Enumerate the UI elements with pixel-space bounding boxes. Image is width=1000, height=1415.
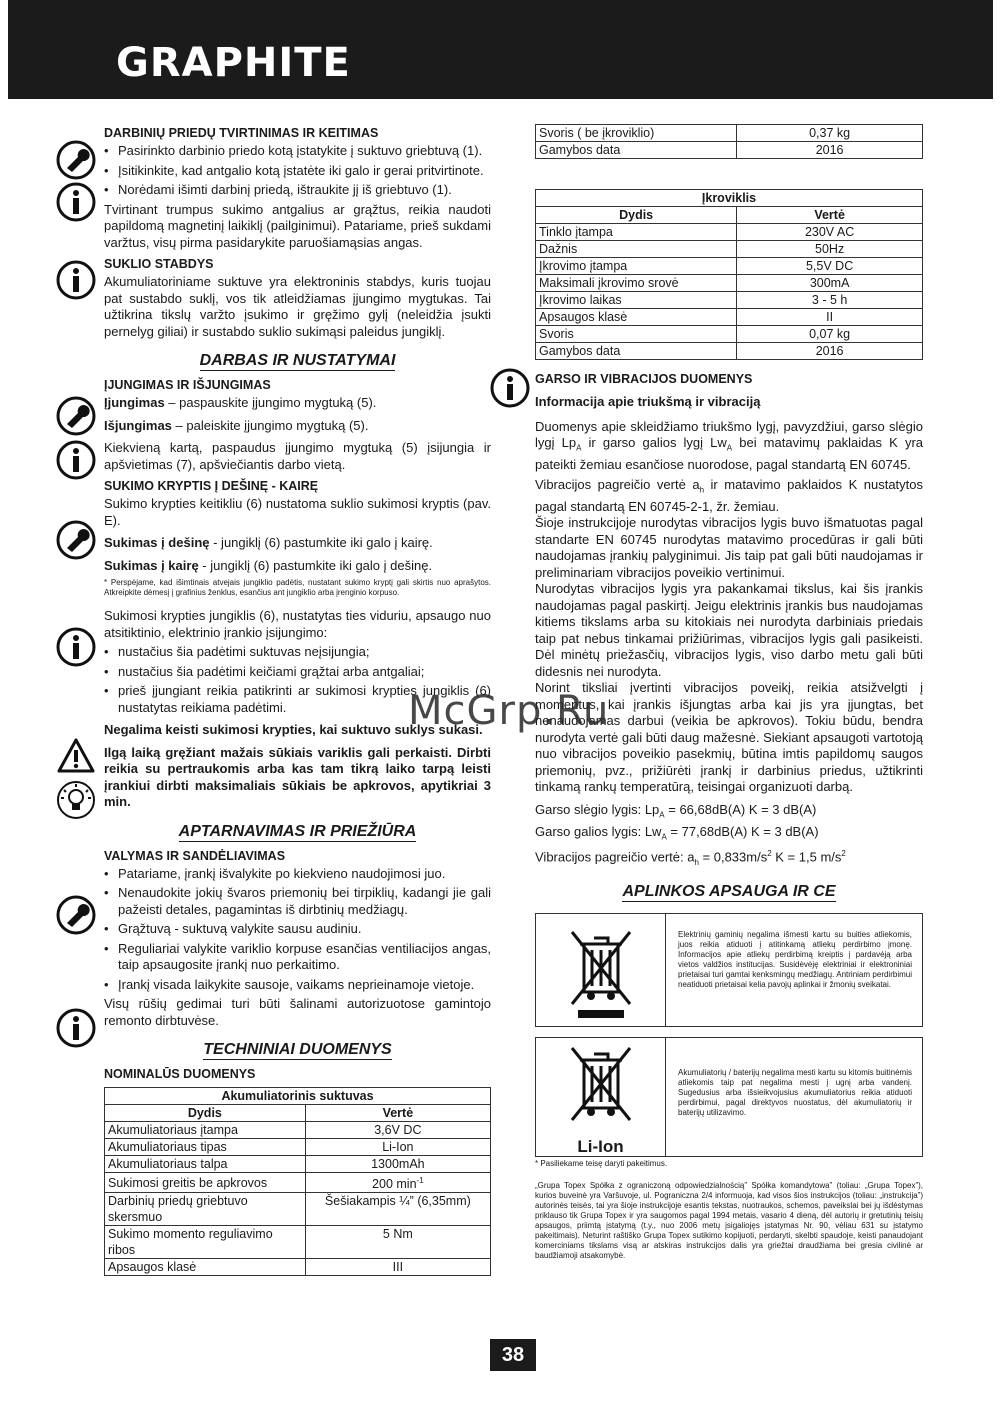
chapter-heading <box>104 352 491 370</box>
warning-icon <box>56 736 96 776</box>
crossed-bin-icon <box>536 914 666 1026</box>
bold-term: Išjungimas <box>104 417 172 433</box>
cell-value: III <box>305 1259 490 1276</box>
noise-line <box>535 824 923 846</box>
legal-text: „Grupa Topex Spółka z ograniczoną odpowiedzialnością” Spółka komandytowa” (toliau: „Grupa Topex”), kurios buveinė yra Varšuvoje, ul. Pograniczna 2/4 informuoja, kad visos šios instrukcijos (toliau: „instrukcija”) autorinės teisės, tai yra šioje instrukcijoje esantis tekstas, nuotraukos, schemos, paveikslai bei jų išdėstymas priklauso tik Grupa Topex ir yra saugomos pagal 1994 metais, vasario 4 dieną, dėl autorių ir gretutinių teisių apsaugos, priimtą įstatymą (t.y., nuo 2006 metų įsigaliojęs įstatymas Nr. 90, vėliau 631 su įstatymo pakeitimais). Neturint raštiško Grupa Topex sutikimo kopijuoti, perdaryti, skelbti spaudoje, keisti panaudojant komerciniams tikslams visą ar atskiras instrukcijos dalis yra griežtai draudžiama bei gresia civilinė ar baudžiamoji atsakomybė. <box>535 1181 923 1261</box>
cell-key: Gamybos data <box>536 343 737 360</box>
table-row <box>536 343 923 360</box>
superscript: 2 <box>841 848 846 858</box>
text: - jungiklį (6) pastumkite iki galo į kairę. <box>209 535 433 550</box>
info-icon <box>56 260 96 300</box>
cell-value: 0,37 kg <box>737 125 923 142</box>
cell-value: 300mA <box>737 275 923 292</box>
cell-key: Gamybos data <box>536 142 737 159</box>
charger-table <box>535 189 923 360</box>
list-item: • nustačius šia padėtimi keičiami grąžtai arba antgaliai; <box>104 664 491 681</box>
cleaning-list <box>104 866 491 994</box>
page-number: 38 <box>490 1339 536 1371</box>
bold-term: Įjungimas <box>104 395 165 410</box>
list-item: • prieš įjungiant reikia patikrinti ar sukimosi krypties jungiklis (6) nustatytas reikiama padėtimi. <box>104 683 491 716</box>
paragraph <box>535 477 923 516</box>
text: – paleiskite įjungimo mygtuką (5). <box>171 417 369 433</box>
subscript: h <box>694 857 699 867</box>
wrench-icon <box>56 396 96 436</box>
paragraph: Visų rūšių gedimai turi būti šalinami autorizuotose gamintojo remonto dirbtuvėse. <box>104 996 491 1028</box>
wrench-icon <box>56 895 96 935</box>
table-row <box>105 1122 491 1139</box>
superscript: 2 <box>767 848 772 858</box>
info-icon <box>56 627 96 667</box>
paragraph: Akumuliatoriniame suktuve yra elektroninis stabdys, kuris tuojau pat sustabdo suklį, vos tik atleidžiamas įjungimo mygtukas. Tai užtikrina tikslų varžto įsukimo ir gręžimo gylį (neleidžia įsukti pernelyg giliai) ir sustabdo suklio sukimąsi paleidus jungiklį. <box>104 274 491 339</box>
battery-bin-icon <box>536 1038 666 1156</box>
li-ion-label: Li-Ion <box>577 1137 624 1157</box>
table-header: Vertė <box>737 207 923 224</box>
weee-text: Elektrinių gaminių negalima išmesti kartu su buities atliekomis, juos reikia atiduoti į atitinkamą atliekų perdirbimo įmonę. Informacijos apie atliekų perdirbimą kreiptis į pardavėją arba vietos valdžios institucijas. Susidėvėję elektriniai ir elektroniniai prietaisai turi gamtai kenksmingų medžiagų. Antriniam perdirbimui neatiduoti prietaisai kelia pavojų aplinkai ir žmonių sveikatai. <box>678 930 912 990</box>
cell-key: Svoris <box>536 326 737 343</box>
table-header: Vertė <box>305 1105 490 1122</box>
list-item: • Nenaudokite jokių švaros priemonių bei tirpiklių, kadangi jie gali pažeisti detales, pagamintas iš dirbtinių medžiagų. <box>104 885 491 918</box>
text: Garso slėgio lygis: Lp <box>535 801 660 817</box>
wrench-icon <box>56 140 96 180</box>
info-icon <box>56 1008 96 1048</box>
text: - jungiklį (6) pastumkite iki galo į dešinę. <box>198 557 433 573</box>
table-row <box>105 1259 491 1276</box>
list-item: • Pasirinkto darbinio priedo kotą įstatykite į suktuvo griebtuvą (1). <box>104 143 491 160</box>
cell-key: Svoris ( be įkroviklio) <box>536 125 737 142</box>
subscript: A <box>576 443 582 453</box>
paragraph: Sukimo krypties keitikliu (6) nustatoma suklio sukimosi kryptis (pav. E). <box>104 496 491 528</box>
noise-line <box>535 802 923 824</box>
section-title: NOMINALŪS DUOMENYS <box>104 1067 256 1081</box>
chapter-heading-text: DARBAS IR NUSTATYMAI <box>199 352 396 369</box>
cell-key: Maksimali įkrovimo srovė <box>536 275 737 292</box>
table-row <box>536 309 923 326</box>
cell-value <box>305 1173 490 1193</box>
cell-value: 3 - 5 h <box>737 292 923 309</box>
list-item: • Norėdami išimti darbinį priedą, ištraukite jį iš griebtuvo (1). <box>104 182 491 199</box>
info-icon <box>56 182 96 222</box>
cell-key: Apsaugos klasė <box>536 309 737 326</box>
text: ir garso galios lygį Lw <box>581 435 727 450</box>
chapter-heading-text: APLINKOS APSAUGA IR CE <box>622 883 836 901</box>
battery-text: Akumuliatorių / baterijų negalima mesti kartu su kitomis buitinėmis atliekomis taip pat negalima mesti į ugnį arba vandenį. Sugedusius arba išsieikvojusius akumuliatorius reikia atiduoti perdirbimui, pagal direktyvos nuostatus, dėl akumuliatorių ir baterijų utilizavimo. <box>678 1068 912 1118</box>
table-row <box>536 125 923 142</box>
table-row <box>536 258 923 275</box>
subsection-title: Informacija apie triukšmą ir vibraciją <box>535 394 761 409</box>
text: Duomenys apie skleidžiamo triukšmo lygį, pavyzdžiui, garso slėgio lygį Lp <box>535 418 923 450</box>
chapter-heading <box>104 823 491 841</box>
text: = 77,68dB(A) K = 3 dB(A) <box>666 823 819 839</box>
list-item: • Grąžtuvą - suktuvą valykite sausu audiniu. <box>104 921 491 938</box>
table-header: Dydis <box>536 207 737 224</box>
attach-list <box>104 143 491 199</box>
text: Garso galios lygis: Lw <box>535 823 662 839</box>
cell-key: Apsaugos klasė <box>105 1259 306 1276</box>
text: K = 1,5 m/s <box>771 849 842 865</box>
section-title: VALYMAS IR SANDĖLIAVIMAS <box>104 848 286 863</box>
text: = 0,833m/s <box>698 849 768 865</box>
table-header: Dydis <box>105 1105 306 1122</box>
weight-table <box>535 124 923 159</box>
info-icon <box>56 440 96 480</box>
cell-value: 2016 <box>737 142 923 159</box>
paragraph: Sukimosi krypties jungiklis (6), nustatytas ties viduriu, apsaugo nuo atsitiktinio, elektrinio įrankio įsijungimo: <box>104 608 491 640</box>
table-row <box>105 1156 491 1173</box>
cell-key: Įkrovimo laikas <box>536 292 737 309</box>
table-row <box>105 1139 491 1156</box>
table-row <box>536 326 923 343</box>
watermark: McGrp.Ru <box>408 688 610 734</box>
cell-key: Įkrovimo įtampa <box>536 258 737 275</box>
table-row <box>105 1193 491 1226</box>
table-row <box>536 241 923 258</box>
wrench-icon <box>56 520 96 560</box>
header-bar <box>8 0 993 99</box>
section-title: ĮJUNGIMAS IR IŠJUNGIMAS <box>104 378 271 392</box>
cell-key: Dažnis <box>536 241 737 258</box>
cell-value: II <box>737 309 923 326</box>
table-row <box>105 1173 491 1193</box>
cell-value: 50Hz <box>737 241 923 258</box>
paragraph <box>104 418 491 435</box>
table-row <box>105 1226 491 1259</box>
cell-key: Akumuliatoriaus talpa <box>105 1156 306 1173</box>
cell-key: Sukimo momento reguliavimo ribos <box>105 1226 306 1259</box>
cell-value: 1300mAh <box>305 1156 490 1173</box>
list-item: • Patariame, įrankį išvalykite po kiekvieno naudojimosi juo. <box>104 866 491 883</box>
warning-text: Negalima keisti sukimosi krypties, kai suktuvo suklys sukasi. <box>104 722 483 737</box>
footnote: * Perspėjame, kad išimtinais atvejais jungiklio padėtis, nustatant sukimo kryptį gali skirtis nuo aprašytos. Atkreipkite dėmesį į grafinius ženklus, esančius ant jungiklio arba įrenginio korpuso. <box>104 578 491 597</box>
text: ir matavimo paklaidos K nustatytos pagal standartą EN 60745-2-1, žr. žemiau. <box>535 476 924 514</box>
cell-key: Akumuliatoriaus tipas <box>105 1139 306 1156</box>
cell-value: Li-Ion <box>305 1139 490 1156</box>
text: = 66,68dB(A) K = 3 dB(A) <box>664 801 817 817</box>
table-row <box>536 224 923 241</box>
subscript: A <box>726 443 733 453</box>
chapter-heading <box>104 1041 491 1059</box>
text: Vibracijos pagreičio vertė: a <box>535 849 695 865</box>
superscript: -1 <box>416 1176 424 1185</box>
text: – paspauskite įjungimo mygtuką (5). <box>164 395 377 410</box>
cell-value: 2016 <box>737 343 923 360</box>
table-row <box>536 292 923 309</box>
table-caption: Akumuliatorinis suktuvas <box>105 1088 491 1105</box>
table-row <box>536 142 923 159</box>
value-text: 200 min <box>372 1177 417 1192</box>
weee-box <box>535 913 923 1027</box>
paragraph: Tvirtinant trumpus sukimo antgalius ar grąžtus, reikia naudoti papildomą magnetinį laikiklį (pailginimui). Patariame, prieš sukdami varžtus, visų pirma pasidarykite paruošiamąsias angas. <box>104 201 491 250</box>
chapter-heading <box>535 883 923 901</box>
paragraph <box>104 535 491 552</box>
section-title: GARSO IR VIBRACIJOS DUOMENYS <box>535 372 753 386</box>
paragraph: Kiekvieną kartą, paspaudus įjungimo mygtuką (5) įsijungia ir apšvietimas (7), apšviečiantis darbo vietą. <box>104 440 491 472</box>
cell-key: Akumuliatoriaus įtampa <box>105 1122 306 1139</box>
lightbulb-icon <box>56 780 96 820</box>
vibration-line <box>535 846 923 871</box>
cell-value: 5 Nm <box>305 1226 490 1259</box>
subscript: h <box>699 485 705 495</box>
specs-table <box>104 1087 491 1276</box>
section-title: SUKIMO KRYPTIS Į DEŠINĘ - KAIRĘ <box>104 479 319 493</box>
reserve-note: * Pasiliekame teisę daryti pakeitimus. <box>535 1159 668 1169</box>
paragraph: Norint tiksliai įvertinti vibracijos poveikį, reikia atsižvelgti į momentus, kai įrankis išjungtas arba kai jis yra įjungtas, bet nenaudojamas darbui (veikia be apkrovos). Tokiu būdu, bendra nurodyta vertė gali būti daug mažesnė. Siekiant apsaugoti vartotoją nuo vibracijos poveikio pasekmių, būtina imtis papildomų saugos priemonių, pvz., prižiūrėti įrankį ir darbinius priedus, užtikrinti tinkamą rankų temperatūrą, teisingai organizuoti darbą. <box>535 680 923 795</box>
subscript: A <box>659 810 665 820</box>
chapter-heading-text: TECHNINIAI DUOMENYS <box>203 1041 392 1058</box>
cell-key: Tinklo įtampa <box>536 224 737 241</box>
list-item: • Įrankį visada laikykite sausoje, vaikams neprieinamoje vietoje. <box>104 977 491 994</box>
cell-key: Darbinių priedų griebtuvo skersmuo <box>105 1193 306 1226</box>
cell-key: Sukimosi greitis be apkrovos <box>105 1173 306 1193</box>
list-item: • Įsitikinkite, kad antgalio kotą įstatėte iki galo ir gerai pritvirtinote. <box>104 163 491 180</box>
paragraph <box>104 558 491 575</box>
cell-value: Šešiakampis ¼” (6,35mm) <box>305 1193 490 1226</box>
section-title: DARBINIŲ PRIEDŲ TVIRTINIMAS IR KEITIMAS <box>104 126 379 140</box>
paragraph: Nurodytas vibracijos lygis yra pakankamai tikslus, kai šis įrankis naudojamas pagal paskirtį. Jeigu elektrinis įrankis bus naudojamas kitiems tikslams arba su kitokiais nei nurodyta darbiniais priedais taip pat nebus tinkamai prižiūrimas, vibracijos lygis gali pasikeisti. Dėl minėtų priežasčių, vibracijos lygis, viso darbo metu gali būti didesnis nei nurodyta. <box>535 581 923 679</box>
battery-box <box>535 1037 923 1157</box>
cell-value: 0,07 kg <box>737 326 923 343</box>
cell-value: 230V AC <box>737 224 923 241</box>
graphite-logo: GRAPHITE <box>116 40 351 86</box>
cell-value: 3,6V DC <box>305 1122 490 1139</box>
list-item: • Reguliariai valykite variklio korpuse esančias ventiliacijos angas, taip apsaugosite įrankį nuo perkaitimo. <box>104 941 491 974</box>
paragraph: Šioje instrukcijoje nurodytas vibracijos lygis buvo išmatuotas pagal standarte EN 60745 nurodytas matavimo procedūras ir gali būti naudojamas įrankių palyginimui. Jis taip pat gali būti naudojamas ir preliminariam vibracijos poveikio vertinimui. <box>535 515 923 580</box>
section-title: SUKLIO STABDYS <box>104 257 214 271</box>
cell-value: 5,5V DC <box>737 258 923 275</box>
paragraph <box>104 395 491 412</box>
list-item: • nustačius šia padėtimi suktuvas neįsijungia; <box>104 644 491 661</box>
bold-term: Sukimas į dešinę <box>104 535 210 550</box>
text: bei matavimų paklaidas K yra pateikti žemiau esančiose nuorodose, pagal standartą EN 60745. <box>535 435 924 473</box>
tip-text: Ilgą laiką gręžiant mažais sūkiais variklis gali perkaisti. Dirbti reikia su pertraukomis arba kas tam tikrą laiko tarpą leisti įrankiui dirbti maksimaliais sūkiais be apkrovos, apytikriai 3 min. <box>104 744 491 809</box>
chapter-heading-text: APTARNAVIMAS IR PRIEŽIŪRA <box>178 822 417 840</box>
text: Vibracijos pagreičio vertė a <box>535 476 700 492</box>
subscript: A <box>661 832 667 842</box>
table-row <box>536 275 923 292</box>
info-icon <box>490 368 530 408</box>
paragraph <box>535 419 923 474</box>
table-caption: Įkroviklis <box>536 190 923 207</box>
bold-term: Sukimas į kairę <box>104 557 199 573</box>
